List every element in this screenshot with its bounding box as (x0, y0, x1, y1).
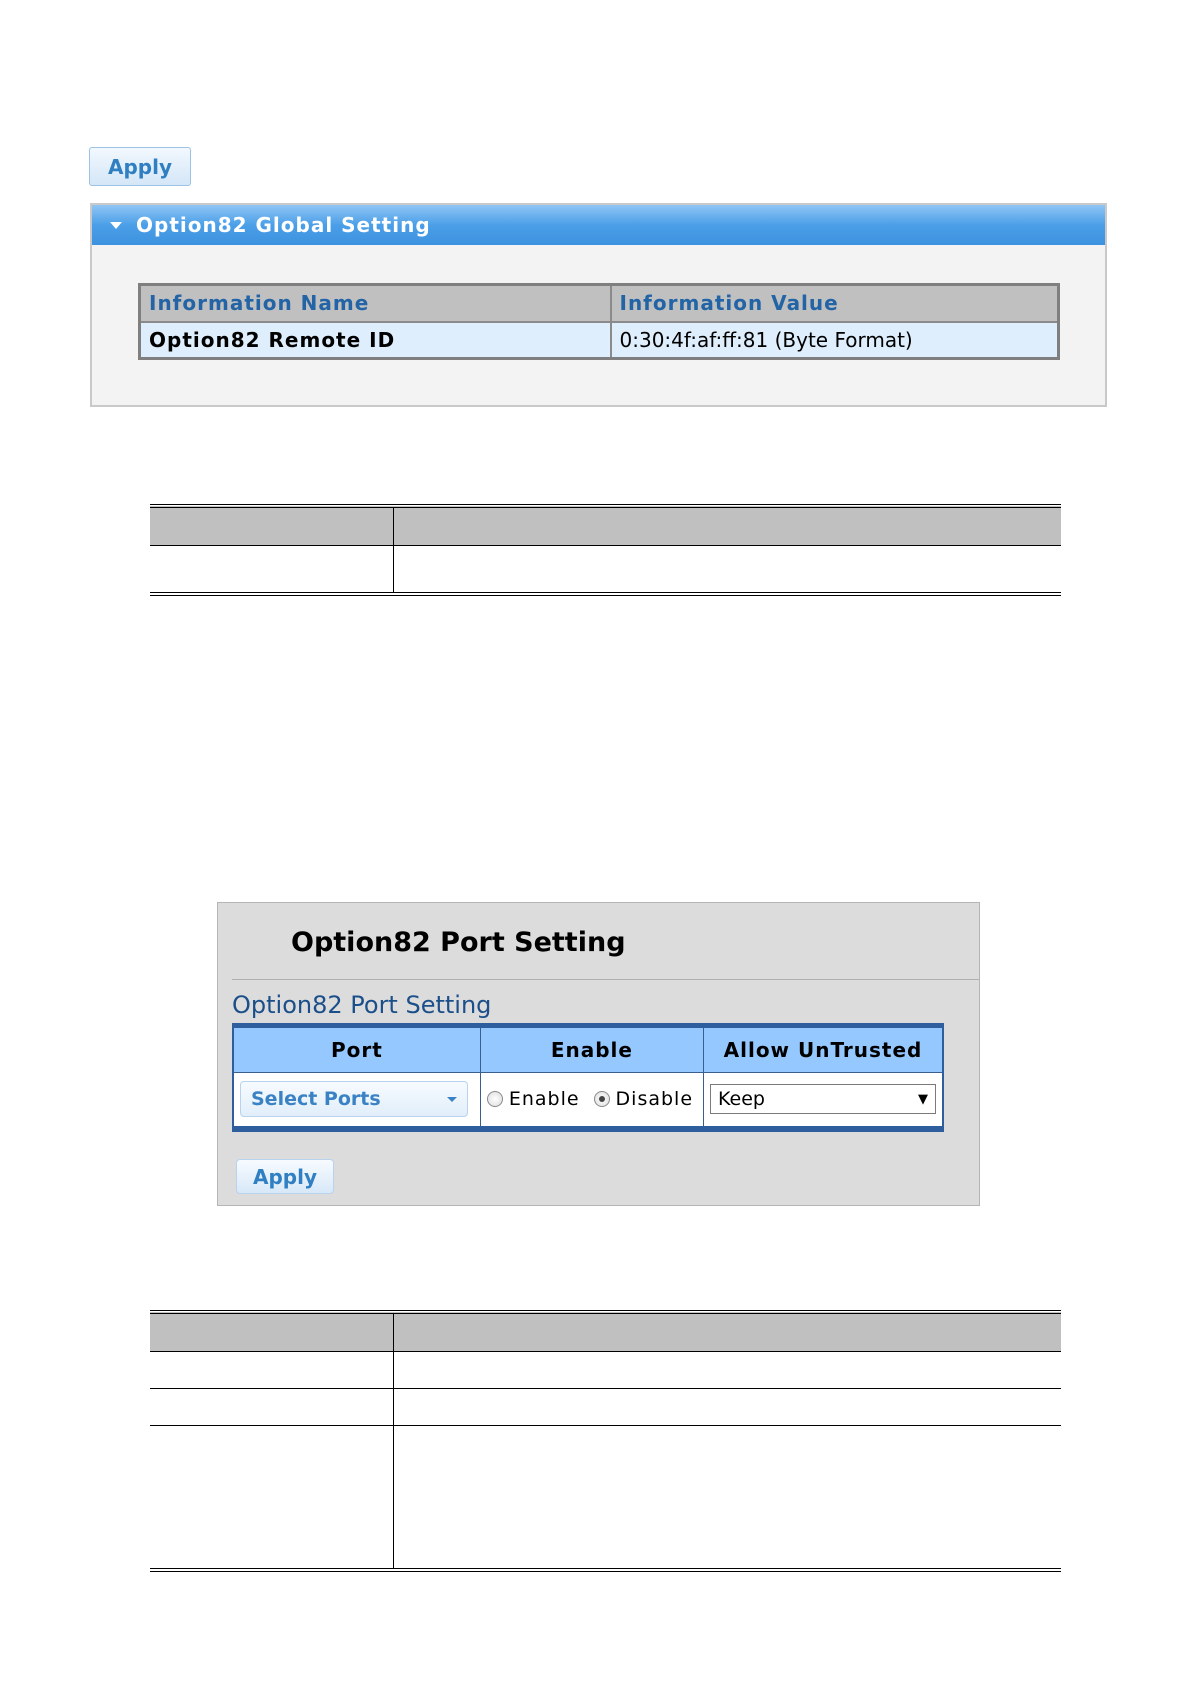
description-cell (393, 1351, 1061, 1388)
table-row (140, 322, 1059, 359)
description-header-cell (150, 1312, 393, 1351)
dropdown-arrow-icon: ▼ (918, 1091, 928, 1107)
divider (232, 979, 979, 980)
enable-cell (480, 1073, 703, 1129)
description-header-cell (150, 506, 393, 545)
info-name-header: Information Name (140, 285, 611, 322)
allow-untrusted-value: Keep (718, 1088, 765, 1111)
global-setting-header[interactable] (92, 205, 1105, 245)
description-table-header (150, 506, 1061, 545)
description-cell (150, 1351, 393, 1388)
description-cell (393, 545, 1061, 594)
disable-radio-label: Disable (615, 1088, 694, 1111)
select-ports-dropdown[interactable] (240, 1081, 468, 1117)
description-table-2 (150, 1310, 1061, 1572)
port-table-header-row (233, 1026, 943, 1073)
port-setting-window-title: Option82 Port Setting (291, 927, 626, 958)
description-header-cell (393, 506, 1061, 545)
allow-untrusted-column-header: Allow UnTrusted (704, 1026, 944, 1073)
table-row (150, 1388, 1061, 1425)
table-row (150, 1351, 1061, 1388)
enable-column-header: Enable (480, 1026, 703, 1073)
description-cell (150, 545, 393, 594)
info-table (138, 283, 1060, 360)
description-header-cell (393, 1312, 1061, 1351)
port-column-header: Port (233, 1026, 480, 1073)
description-cell (393, 1425, 1061, 1570)
chevron-down-icon (447, 1097, 457, 1102)
allow-untrusted-select[interactable] (710, 1084, 936, 1114)
collapse-triangle-icon[interactable] (110, 222, 122, 229)
port-setting-panel (217, 902, 980, 1206)
info-table-header-row (140, 285, 1059, 322)
enable-radio[interactable] (487, 1091, 503, 1107)
description-cell (150, 1388, 393, 1425)
disable-radio[interactable] (594, 1091, 610, 1107)
info-value-cell: 0:30:4f:af:ff:81 (Byte Format) (611, 322, 1059, 359)
port-setting-table (232, 1023, 944, 1132)
description-table-header (150, 1312, 1061, 1351)
table-row (233, 1073, 943, 1129)
table-row (150, 545, 1061, 594)
enable-radio-label: Enable (508, 1088, 580, 1111)
port-cell (233, 1073, 480, 1129)
global-setting-title: Option82 Global Setting (136, 213, 431, 237)
select-ports-label: Select Ports (251, 1088, 381, 1111)
port-setting-subtitle: Option82 Port Setting (232, 991, 492, 1019)
global-setting-panel (90, 203, 1107, 407)
info-value-header: Information Value (611, 285, 1059, 322)
apply-button[interactable]: Apply (89, 147, 191, 186)
description-cell (150, 1425, 393, 1570)
table-row (150, 1425, 1061, 1570)
description-cell (393, 1388, 1061, 1425)
info-name-cell: Option82 Remote ID (140, 322, 611, 359)
port-apply-button[interactable]: Apply (236, 1159, 334, 1194)
allow-untrusted-cell (704, 1073, 944, 1129)
description-table-1 (150, 504, 1061, 596)
